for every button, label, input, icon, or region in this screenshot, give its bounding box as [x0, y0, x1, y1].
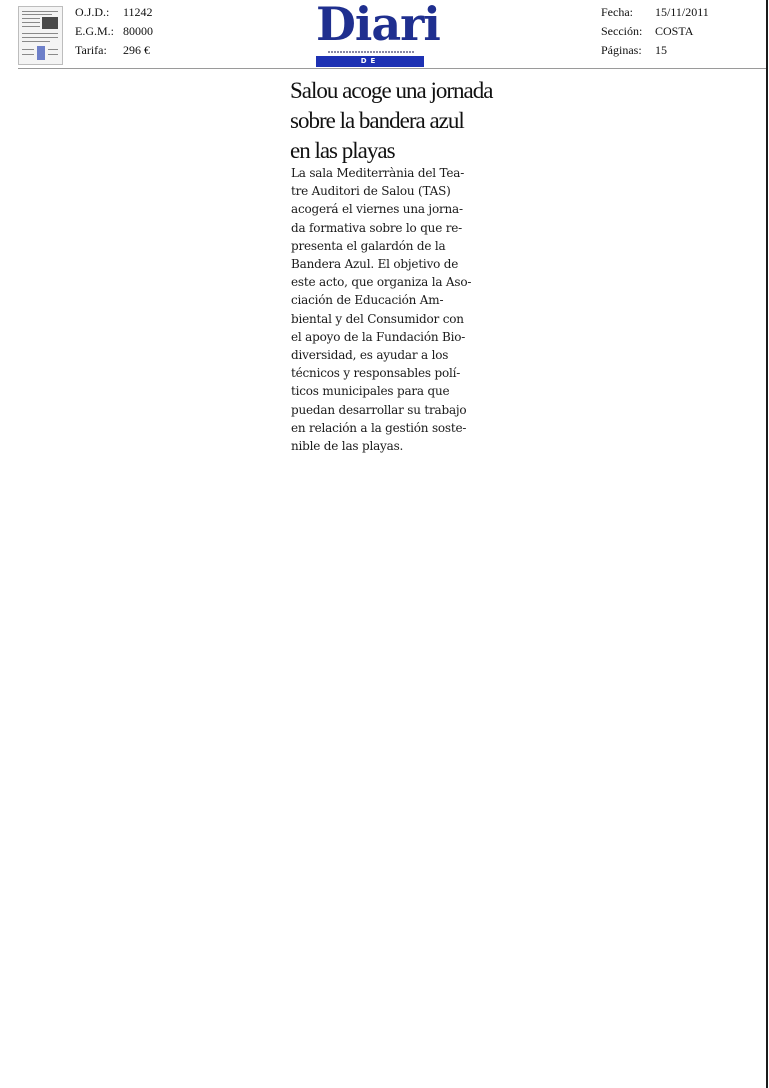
logo-band: DE TARRAGONA [316, 56, 424, 67]
thumb-line [22, 54, 34, 55]
meta-value: COSTA [655, 24, 694, 38]
body-line: presenta el galardón de la [291, 238, 446, 253]
logo-url-strip [328, 51, 414, 53]
thumb-line [22, 22, 40, 23]
body-line: este acto, que organiza la Aso- [291, 275, 472, 290]
newspaper-logo [316, 0, 440, 76]
meta-fecha [601, 3, 709, 22]
meta-ojd [75, 3, 153, 22]
meta-tarifa [75, 41, 153, 60]
body-line: La sala Mediterrània del Tea- [291, 166, 465, 180]
thumb-line [22, 41, 50, 42]
body-line: tre Auditori de Salou (TAS) [291, 184, 451, 199]
meta-value: 80000 [123, 24, 153, 38]
thumb-highlight [37, 46, 45, 60]
meta-value: 296 € [123, 43, 150, 57]
meta-label: E.G.M.: [75, 24, 114, 38]
meta-label: Páginas: [601, 43, 642, 57]
clipping-meta-left [75, 3, 153, 60]
meta-value: 11242 [123, 5, 153, 19]
thumb-line [48, 49, 58, 50]
meta-paginas [601, 41, 709, 60]
thumb-line [22, 37, 58, 38]
headline-line: en las playas [290, 138, 395, 163]
clipping-meta-right [601, 3, 709, 60]
body-line: biental y del Consumidor con [291, 311, 464, 326]
meta-label: Fecha: [601, 5, 633, 19]
body-line: ciación de Educación Am- [291, 293, 444, 308]
meta-label: O.J.D.: [75, 5, 110, 19]
thumb-line [22, 33, 58, 34]
body-line: ticos municipales para que [291, 384, 450, 399]
meta-label: Sección: [601, 24, 643, 38]
body-line: en relación a la gestión soste- [291, 420, 467, 435]
page-thumbnail [18, 6, 63, 65]
meta-label: Tarifa: [75, 43, 107, 57]
body-line: Bandera Azul. El objetivo de [291, 257, 459, 272]
thumb-line [48, 54, 58, 55]
headline-line: Salou acoge una jornada [290, 78, 493, 103]
page-border-right [766, 0, 768, 1088]
meta-seccion [601, 22, 709, 41]
meta-egm [75, 22, 153, 41]
thumb-line [22, 14, 52, 15]
article-body [291, 164, 506, 455]
headline-line: sobre la bandera azul [290, 108, 464, 133]
thumb-line [22, 49, 34, 50]
body-line: técnicos y responsables polí- [291, 366, 461, 381]
body-line: da formativa sobre lo que re- [291, 220, 463, 235]
body-line: puedan desarrollar su trabajo [291, 402, 467, 417]
body-line: acogerá el viernes una jorna- [291, 202, 463, 217]
meta-value: 15 [655, 43, 667, 57]
body-line: el apoyo de la Fundación Bio- [291, 329, 466, 344]
thumb-photo [42, 17, 58, 29]
body-line: diversidad, es ayudar a los [291, 348, 449, 363]
body-line: nible de las playas. [291, 439, 404, 454]
meta-value: 15/11/2011 [655, 5, 709, 19]
thumb-line [22, 26, 40, 27]
thumb-line [22, 18, 40, 19]
article-headline [290, 76, 510, 166]
thumb-line [22, 11, 58, 12]
logo-wordmark: Diari [316, 0, 440, 51]
